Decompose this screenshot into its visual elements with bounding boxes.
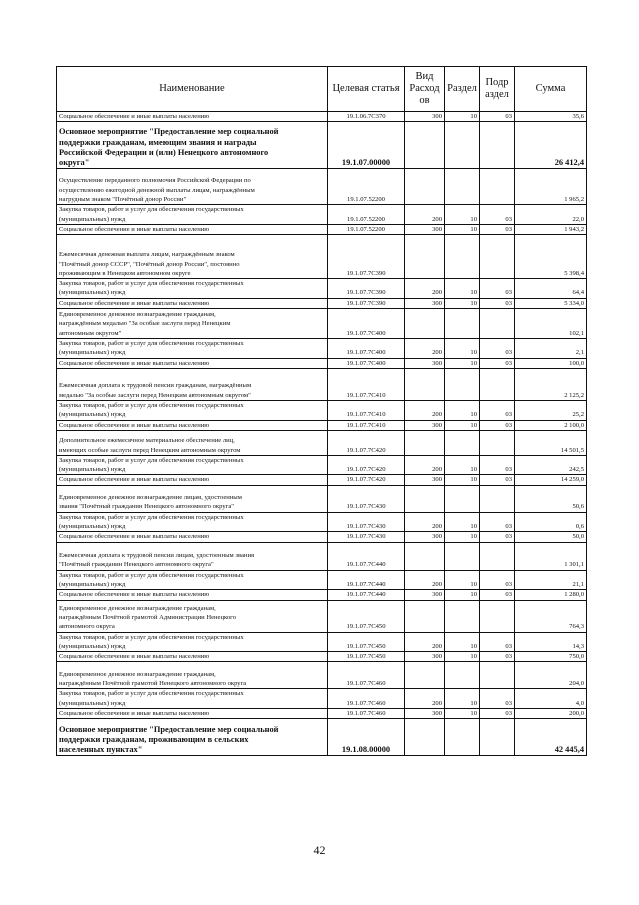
row-target-article: 19.1.07.7С390 <box>328 279 405 299</box>
table-row <box>57 600 587 632</box>
row-subsection: 03 <box>480 279 515 299</box>
row-subsection: 03 <box>480 570 515 590</box>
row-section: 10 <box>445 455 480 475</box>
table-row <box>57 339 587 359</box>
row-section <box>445 368 480 400</box>
table-row <box>57 542 587 570</box>
header-target-article: Целевая статья <box>328 67 405 112</box>
row-amount: 25,2 <box>515 400 587 420</box>
row-name: Социальное обеспечение и иные выплаты населению <box>57 590 328 600</box>
row-expense-type <box>405 235 445 279</box>
row-name: Осуществление переданного полномочия Российской Федерации по осуществлению ежегодной денежной выплаты лицам, награждённым нагрудным знаком "Почётный донор России" <box>57 169 328 205</box>
row-amount: 42 445,4 <box>515 719 587 756</box>
row-target-article: 19.1.07.7С400 <box>328 358 405 368</box>
row-target-article: 19.1.07.7С450 <box>328 600 405 632</box>
row-expense-type <box>405 719 445 756</box>
table-row <box>57 235 587 279</box>
row-name: Социальное обеспечение и иные выплаты населению <box>57 475 328 485</box>
table-row <box>57 475 587 485</box>
row-subsection: 03 <box>480 512 515 532</box>
row-amount: 2,1 <box>515 339 587 359</box>
table-row <box>57 298 587 308</box>
row-target-article: 19.1.06.7С370 <box>328 112 405 122</box>
row-target-article: 19.1.07.7С440 <box>328 542 405 570</box>
row-subsection: 03 <box>480 632 515 652</box>
row-subsection: 03 <box>480 532 515 542</box>
row-section: 10 <box>445 420 480 430</box>
row-target-article: 19.1.07.7С450 <box>328 632 405 652</box>
row-target-article: 19.1.07.00000 <box>328 122 405 169</box>
page-number: 42 <box>313 843 326 857</box>
row-amount: 2 125,2 <box>515 368 587 400</box>
row-subsection: 03 <box>480 420 515 430</box>
row-amount: 1 943,2 <box>515 224 587 234</box>
row-expense-type: 200 <box>405 570 445 590</box>
row-expense-type: 200 <box>405 689 445 709</box>
row-target-article: 19.1.07.7С390 <box>328 298 405 308</box>
row-section <box>445 719 480 756</box>
row-target-article: 19.1.07.7С460 <box>328 709 405 719</box>
row-expense-type: 300 <box>405 112 445 122</box>
row-target-article: 19.1.07.7С460 <box>328 662 405 689</box>
row-amount: 750,0 <box>515 652 587 662</box>
row-name: Дополнительное ежемесячное материальное обеспечение лиц, имеющих особые заслуги перед Ненецким автономным округом <box>57 430 328 455</box>
row-expense-type: 300 <box>405 224 445 234</box>
row-expense-type <box>405 122 445 169</box>
budget-table <box>56 66 587 756</box>
table-row <box>57 652 587 662</box>
header-name: Наименование <box>57 67 328 112</box>
table-row <box>57 632 587 652</box>
row-target-article: 19.1.07.7С440 <box>328 570 405 590</box>
row-expense-type: 200 <box>405 512 445 532</box>
row-target-article: 19.1.08.00000 <box>328 719 405 756</box>
row-name: Единовременное денежное вознаграждение гражданам, награждённым медалью "За особые заслуги перед Ненецким автономным округом" <box>57 309 328 339</box>
row-section: 10 <box>445 475 480 485</box>
row-name: Закупка товаров, работ и услуг для обеспечения государственных (муниципальных) нужд <box>57 455 328 475</box>
row-amount: 26 412,4 <box>515 122 587 169</box>
row-target-article: 19.1.07.7С430 <box>328 485 405 512</box>
row-target-article: 19.1.07.7С460 <box>328 689 405 709</box>
row-subsection: 03 <box>480 298 515 308</box>
row-section <box>445 169 480 205</box>
row-subsection: 03 <box>480 112 515 122</box>
table-row <box>57 112 587 122</box>
header-subsection: Подр аздел <box>480 67 515 112</box>
row-subsection <box>480 235 515 279</box>
row-target-article: 19.1.07.7С430 <box>328 512 405 532</box>
table-row <box>57 205 587 225</box>
row-amount: 14,3 <box>515 632 587 652</box>
row-subsection: 03 <box>480 358 515 368</box>
row-subsection: 03 <box>480 205 515 225</box>
table-row <box>57 279 587 299</box>
row-expense-type: 300 <box>405 709 445 719</box>
row-section <box>445 662 480 689</box>
header-section: Раздел <box>445 67 480 112</box>
table-body <box>57 112 587 756</box>
row-name: Социальное обеспечение и иные выплаты населению <box>57 112 328 122</box>
row-section: 10 <box>445 112 480 122</box>
row-expense-type <box>405 368 445 400</box>
row-expense-type: 300 <box>405 590 445 600</box>
row-expense-type: 300 <box>405 298 445 308</box>
header-expense-type: Вид Расход ов <box>405 67 445 112</box>
row-expense-type: 300 <box>405 358 445 368</box>
row-section: 10 <box>445 632 480 652</box>
row-section: 10 <box>445 532 480 542</box>
row-target-article: 19.1.07.7С410 <box>328 420 405 430</box>
row-section <box>445 122 480 169</box>
table-row <box>57 590 587 600</box>
row-section: 10 <box>445 709 480 719</box>
row-name: Закупка товаров, работ и услуг для обеспечения государственных (муниципальных) нужд <box>57 400 328 420</box>
row-name: Основное мероприятие "Предоставление мер социальной поддержки гражданам, имеющим звания и награды Российской Федерации и (или) Ненецкого автономного округа" <box>57 122 328 169</box>
table-row <box>57 420 587 430</box>
row-amount: 21,1 <box>515 570 587 590</box>
table-row <box>57 709 587 719</box>
row-amount: 50,0 <box>515 532 587 542</box>
header-amount: Сумма <box>515 67 587 112</box>
row-amount: 5 398,4 <box>515 235 587 279</box>
row-name: Закупка товаров, работ и услуг для обеспечения государственных (муниципальных) нужд <box>57 339 328 359</box>
row-expense-type: 200 <box>405 455 445 475</box>
row-target-article: 19.1.07.7С430 <box>328 532 405 542</box>
row-name: Закупка товаров, работ и услуг для обеспечения государственных (муниципальных) нужд <box>57 632 328 652</box>
row-section: 10 <box>445 570 480 590</box>
row-section <box>445 485 480 512</box>
row-amount: 1 965,2 <box>515 169 587 205</box>
table-row <box>57 719 587 756</box>
row-subsection: 03 <box>480 400 515 420</box>
row-subsection <box>480 600 515 632</box>
table-row <box>57 224 587 234</box>
row-section <box>445 542 480 570</box>
row-amount: 100,0 <box>515 358 587 368</box>
table-row <box>57 368 587 400</box>
row-section: 10 <box>445 400 480 420</box>
row-target-article: 19.1.07.7С440 <box>328 590 405 600</box>
row-name: Социальное обеспечение и иные выплаты населению <box>57 358 328 368</box>
row-target-article: 19.1.07.52200 <box>328 205 405 225</box>
row-amount: 4,0 <box>515 689 587 709</box>
row-amount: 2 100,0 <box>515 420 587 430</box>
row-subsection <box>480 719 515 756</box>
row-expense-type <box>405 600 445 632</box>
row-amount: 764,3 <box>515 600 587 632</box>
row-amount: 64,4 <box>515 279 587 299</box>
row-subsection: 03 <box>480 455 515 475</box>
row-section <box>445 235 480 279</box>
row-name: Закупка товаров, работ и услуг для обеспечения государственных (муниципальных) нужд <box>57 570 328 590</box>
row-expense-type: 200 <box>405 400 445 420</box>
row-name: Единовременное денежное вознаграждение гражданам, награждённым Почётной грамотой Администрации Ненецкого автономного округа <box>57 600 328 632</box>
row-section: 10 <box>445 689 480 709</box>
row-section: 10 <box>445 279 480 299</box>
row-name: Закупка товаров, работ и услуг для обеспечения государственных (муниципальных) нужд <box>57 205 328 225</box>
row-target-article: 19.1.07.7С420 <box>328 455 405 475</box>
row-subsection <box>480 122 515 169</box>
table-row <box>57 512 587 532</box>
row-expense-type <box>405 485 445 512</box>
row-section: 10 <box>445 512 480 532</box>
row-section: 10 <box>445 298 480 308</box>
table-row <box>57 309 587 339</box>
row-subsection <box>480 542 515 570</box>
row-name: Единовременное денежное вознаграждение лицам, удостоенным звания "Почётный гражданин Ненецкого автономного округа" <box>57 485 328 512</box>
row-name: Закупка товаров, работ и услуг для обеспечения государственных (муниципальных) нужд <box>57 279 328 299</box>
row-expense-type: 300 <box>405 420 445 430</box>
row-amount: 50,6 <box>515 485 587 512</box>
row-section: 10 <box>445 339 480 359</box>
row-name: Социальное обеспечение и иные выплаты населению <box>57 298 328 308</box>
table-row <box>57 570 587 590</box>
row-amount: 1 301,1 <box>515 542 587 570</box>
row-expense-type <box>405 542 445 570</box>
row-expense-type <box>405 309 445 339</box>
row-expense-type <box>405 430 445 455</box>
row-target-article: 19.1.07.7С400 <box>328 309 405 339</box>
row-target-article: 19.1.07.7С450 <box>328 652 405 662</box>
row-target-article: 19.1.07.7С410 <box>328 400 405 420</box>
table-row <box>57 358 587 368</box>
row-expense-type <box>405 662 445 689</box>
row-subsection: 03 <box>480 339 515 359</box>
row-section: 10 <box>445 590 480 600</box>
table-row <box>57 532 587 542</box>
row-name: Социальное обеспечение и иные выплаты населению <box>57 224 328 234</box>
row-target-article: 19.1.07.7С400 <box>328 339 405 359</box>
row-name: Основное мероприятие "Предоставление мер социальной поддержки гражданам, проживающим в сельских населенных пунктах" <box>57 719 328 756</box>
row-subsection: 03 <box>480 475 515 485</box>
row-expense-type: 300 <box>405 532 445 542</box>
row-subsection <box>480 169 515 205</box>
row-target-article: 19.1.07.7С390 <box>328 235 405 279</box>
row-target-article: 19.1.07.7С410 <box>328 368 405 400</box>
row-amount: 200,0 <box>515 709 587 719</box>
row-amount: 14 259,0 <box>515 475 587 485</box>
row-section: 10 <box>445 652 480 662</box>
row-subsection: 03 <box>480 652 515 662</box>
row-name: Ежемесячная денежная выплата лицам, награждённым знаком "Почётный донор СССР", "Почётный донор России", постоянно проживающим в Ненецком автономном округе <box>57 235 328 279</box>
row-name: Социальное обеспечение и иные выплаты населению <box>57 532 328 542</box>
row-name: Социальное обеспечение и иные выплаты населению <box>57 709 328 719</box>
row-amount: 102,1 <box>515 309 587 339</box>
row-section <box>445 430 480 455</box>
row-amount: 204,0 <box>515 662 587 689</box>
row-amount: 1 280,0 <box>515 590 587 600</box>
table-row <box>57 122 587 169</box>
row-section <box>445 600 480 632</box>
row-name: Закупка товаров, работ и услуг для обеспечения государственных (муниципальных) нужд <box>57 512 328 532</box>
row-name: Социальное обеспечение и иные выплаты населению <box>57 652 328 662</box>
row-expense-type: 200 <box>405 339 445 359</box>
row-subsection <box>480 368 515 400</box>
row-expense-type: 200 <box>405 632 445 652</box>
row-section: 10 <box>445 205 480 225</box>
row-target-article: 19.1.07.7С420 <box>328 475 405 485</box>
row-expense-type: 300 <box>405 652 445 662</box>
row-expense-type: 300 <box>405 475 445 485</box>
row-expense-type: 200 <box>405 279 445 299</box>
row-amount: 0,6 <box>515 512 587 532</box>
row-section <box>445 309 480 339</box>
table-row <box>57 662 587 689</box>
row-amount: 14 501,5 <box>515 430 587 455</box>
header-row <box>57 67 587 112</box>
table-row <box>57 485 587 512</box>
row-amount: 22,0 <box>515 205 587 225</box>
row-target-article: 19.1.07.52200 <box>328 224 405 234</box>
row-expense-type: 200 <box>405 205 445 225</box>
row-expense-type <box>405 169 445 205</box>
row-subsection <box>480 309 515 339</box>
row-target-article: 19.1.07.7С420 <box>328 430 405 455</box>
row-subsection <box>480 662 515 689</box>
row-section: 10 <box>445 224 480 234</box>
row-name: Ежемесячная доплата к трудовой пенсии лицам, удостоенным звания "Почётный гражданин Ненецкого автономного округа" <box>57 542 328 570</box>
row-amount: 5 334,0 <box>515 298 587 308</box>
row-name: Закупка товаров, работ и услуг для обеспечения государственных (муниципальных) нужд <box>57 689 328 709</box>
table-row <box>57 400 587 420</box>
row-amount: 35,6 <box>515 112 587 122</box>
table-row <box>57 430 587 455</box>
row-name: Единовременное денежное вознаграждение гражданам, награждённым Почётной грамотой Ненецкого автономного округа <box>57 662 328 689</box>
table-row <box>57 169 587 205</box>
row-subsection <box>480 430 515 455</box>
table-row <box>57 455 587 475</box>
row-subsection <box>480 485 515 512</box>
row-subsection: 03 <box>480 224 515 234</box>
row-name: Социальное обеспечение и иные выплаты населению <box>57 420 328 430</box>
row-section: 10 <box>445 358 480 368</box>
row-subsection: 03 <box>480 590 515 600</box>
table-row <box>57 689 587 709</box>
row-name: Ежемесячная доплата к трудовой пенсии гражданам, награждённым медалью "За особые заслуги перед Ненецким автономным округом" <box>57 368 328 400</box>
row-amount: 242,5 <box>515 455 587 475</box>
row-subsection: 03 <box>480 709 515 719</box>
row-subsection: 03 <box>480 689 515 709</box>
row-target-article: 19.1.07.52200 <box>328 169 405 205</box>
